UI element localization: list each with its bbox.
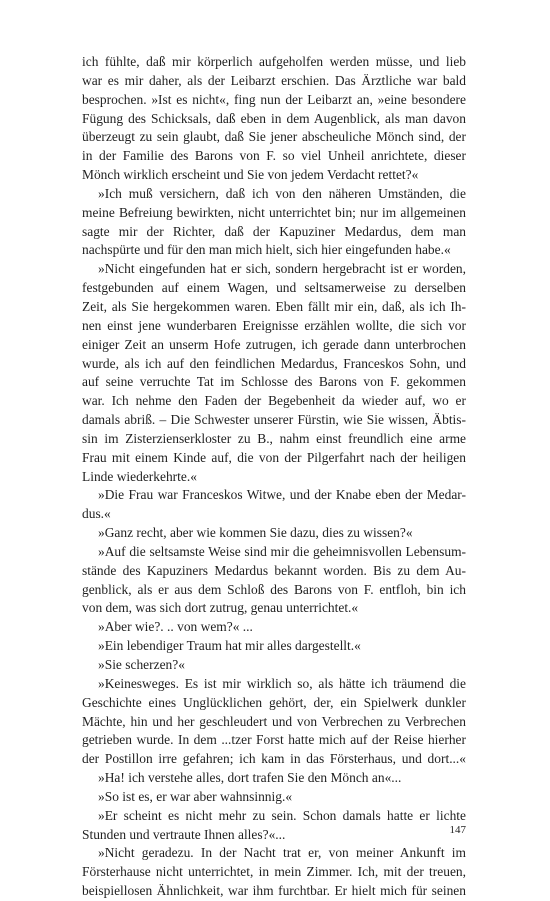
text-line: Geschichte eines Unglücklichen gehört, der, ein Spielwerk dunkler — [82, 694, 466, 710]
text-line: »Ein lebendiger Traum hat mir alles dargestellt.« — [98, 638, 361, 654]
text-line: »Nicht geradezu. In der Nacht trat er, von meiner Ankunft im — [98, 845, 466, 861]
text-line: »Die Frau war Franceskos Witwe, und der Knabe eben der Medar- — [98, 487, 466, 503]
text-line: beispiellosen Ähnlichkeit, war ihm furchtbar. Er hielt mich für seinen — [82, 883, 466, 899]
text-line: stände des Kapuziners Medardus bekannt worden. Bis zu dem Au- — [82, 562, 466, 578]
text-line: »Ganz recht, aber wie kommen Sie dazu, dies zu wissen?« — [98, 525, 413, 541]
text-line: Linde wiederkehrte.« — [82, 468, 197, 484]
text-line: »Sie scherzen?« — [98, 657, 185, 672]
text-line: meine Befreiung bewirkten, nicht unterrichtet bin; nur im allgemeinen — [82, 204, 466, 220]
text-line: »Auf die seltsamste Weise sind mir die geheimnisvollen Lebensum- — [98, 543, 466, 559]
text-line: Frau mit einem Kinde auf, die von der Pilgerfahrt nach der heiligen — [82, 449, 466, 465]
text-line: nen einst jene wunderbaren Ereignisse erzählen wollte, die sich vor — [82, 317, 466, 333]
text-line: Zeit, als Sie hergekommen waren. Eben fällt mir ein, daß, als ich Ih- — [82, 298, 466, 314]
text-line: festgebunden auf einem Wagen, und seltsamerweise zu derselben — [82, 280, 466, 296]
text-line: von dem, was sich dort zutrug, genau unterrichtet.« — [82, 600, 359, 616]
text-line: »Ich muß versichern, daß ich von den näheren Umständen, die — [98, 185, 466, 201]
text-line: auf seine verruchte Tat im Schlosse des Barons von F. gekommen — [82, 374, 466, 390]
text-line: »Aber wie?. .. von wem?« ... — [98, 619, 253, 635]
text-line: besprochen. »Ist es nicht«, fing nun der Leibarzt an, »eine besondere — [82, 91, 466, 107]
body-text — [82, 53, 466, 901]
text-line: war. Ich nehme den Faden der Begebenheit da wieder auf, wo er — [82, 393, 466, 409]
text-line: wurde, als ich auf den feindlichen Medardus, Franceskos Sohn, und — [82, 355, 466, 371]
text-line: Mächte, hin und her geschleudert und von Verbrechen zu Verbrechen — [82, 713, 466, 729]
text-line: sagte mir der Richter, daß der Kapuziner Medardus, dem man — [82, 223, 466, 239]
text-line: genblick, als er aus dem Schloß des Barons von F. entfloh, bin ich — [82, 581, 466, 597]
text-line: ich fühlte, daß mir körperlich aufgeholfen werden müsse, und lieb — [82, 54, 466, 69]
text-line: »Ha! ich verstehe alles, dort trafen Sie den Mönch an«... — [98, 770, 402, 786]
text-line: dus.« — [82, 506, 111, 522]
page-number: 147 — [449, 824, 466, 836]
text-line: »Keinesweges. Es ist mir wirklich so, als hätte ich träumend die — [98, 675, 466, 691]
text-line: der Postillon irre gefahren; ich kam in das Försterhaus, und dort...« — [82, 751, 466, 767]
text-line: damals abriß. – Die Schwester unserer Fürstin, wie Sie wissen, Äbtis- — [82, 412, 466, 428]
text-line: getrieben wurde. In dem ...tzer Forst hatte mich auf der Reise hierher — [82, 732, 466, 748]
text-line: Fügung des Schicksals, daß eben in dem Augenblick, als man davon — [82, 110, 466, 126]
text-line: überzeugt zu sein glaubt, daß Sie jener abscheuliche Mönch sind, der — [82, 129, 466, 145]
text-line: »Er scheint es nicht mehr zu sein. Schon damals hatte er lichte — [98, 807, 466, 823]
text-line: sin im Zisterzienserkloster zu B., nahm einst freundlich eine arme — [82, 430, 466, 446]
text-line: »So ist es, er war aber wahnsinnig.« — [98, 788, 293, 804]
text-line: einiger Zeit an unserm Hofe zutrugen, ich gerade dann unterbrochen — [82, 336, 466, 352]
text-line: Försterhause nicht unterrichtet, in mein Zimmer. Ich, mit der treuen, — [82, 864, 466, 880]
text-line: in der Familie des Barons von F. so viel Unheil anrichtete, dieser — [82, 148, 466, 164]
text-line: war es mir daher, als der Leibarzt erschien. Das Ärztliche war bald — [82, 72, 466, 88]
text-line: Stunden und vertraute Ihnen alles?«... — [82, 826, 286, 842]
text-line: nachspürte und für den man mich hielt, sich hier eingefunden habe.« — [82, 242, 451, 258]
text-line: Mönch wirklich erscheint und Sie von jedem Verdacht rettet?« — [82, 167, 419, 183]
text-line: »Nicht eingefunden hat er sich, sondern hergebracht ist er worden, — [98, 261, 466, 277]
